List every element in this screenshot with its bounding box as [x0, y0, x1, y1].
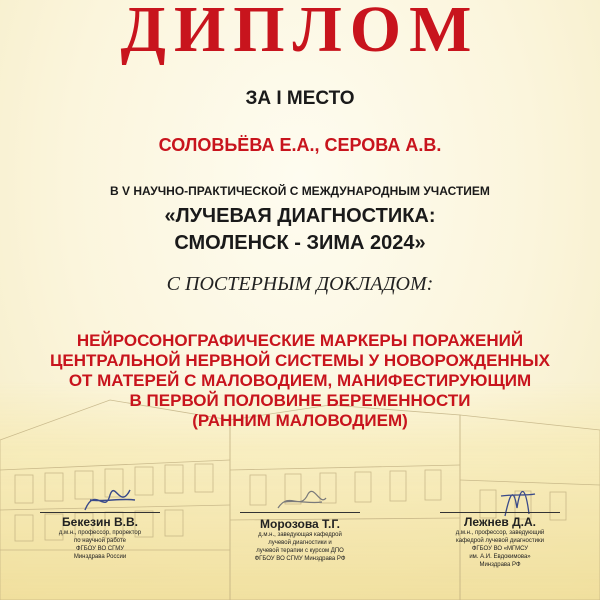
report-title-line: (РАННИМ МАЛОВОДИЕМ) — [192, 411, 408, 430]
signatory-name: Морозова Т.Г. — [260, 517, 340, 531]
signatory-position: Минздрава России — [73, 554, 127, 560]
report-title-line: В ПЕРВОЙ ПОЛОВИНЕ БЕРЕМЕННОСТИ — [129, 391, 471, 410]
conference-name-line: СМОЛЕНСК - ЗИМА 2024» — [174, 232, 426, 254]
signatory-position: д.м.н., заведующая кафедрой — [258, 532, 342, 538]
signatory-position: кафедрой лучевой диагностики — [456, 538, 544, 544]
diploma-title: ДИПЛОМ — [120, 0, 480, 66]
signatory-position: ФГБОУ ВО СГМУ — [75, 546, 125, 552]
signatory-name: Лежнев Д.А. — [464, 515, 536, 529]
signature-scribble-icon — [495, 478, 540, 520]
authors: СОЛОВЬЁВА Е.А., СЕРОВА А.В. — [158, 135, 442, 155]
signatory-position: лучевой терапии с курсом ДПО — [256, 548, 344, 554]
signature-line — [40, 512, 160, 513]
report-title-line: ЦЕНТРАЛЬНОЙ НЕРВНОЙ СИСТЕМЫ У НОВОРОЖДЕННЫХ — [50, 351, 550, 370]
signatory-name: Бекезин В.В. — [62, 515, 138, 529]
signatory-position: Минздрава РФ — [479, 562, 521, 568]
award-place: ЗА I МЕСТО — [245, 88, 355, 109]
signature-line — [440, 512, 560, 513]
conference-name-line: «ЛУЧЕВАЯ ДИАГНОСТИКА: — [164, 205, 436, 227]
conference-name — [0, 203, 600, 257]
signatory-position: д.м.н., профессор, заведующий — [455, 530, 545, 536]
signature-scribble-icon — [270, 480, 330, 520]
signatory-bekezin — [30, 515, 170, 561]
report-title-line: НЕЙРОСОНОГРАФИЧЕСКИЕ МАРКЕРЫ ПОРАЖЕНИЙ — [76, 331, 524, 350]
conference-intro: В V НАУЧНО-ПРАКТИЧЕСКОЙ С МЕЖДУНАРОДНЫМ УЧАСТИЕМ — [110, 184, 490, 198]
signatory-position: лучевой диагностики и — [268, 540, 332, 546]
report-title — [0, 331, 600, 431]
signatory-position: по научной работе — [74, 538, 126, 544]
poster-label: С ПОСТЕРНЫМ ДОКЛАДОМ: — [166, 273, 434, 295]
signatory-position: ФГБОУ ВО «МГМСУ — [471, 546, 529, 552]
signatory-position: д.м.н., профессор, проректор — [58, 530, 142, 536]
signature-scribble-icon — [80, 480, 140, 520]
signatory-position: им. А.И. Евдокимова» — [469, 554, 531, 560]
signature-line — [240, 512, 360, 513]
signatory-lezhnev — [430, 515, 570, 569]
signatory-position: ФГБОУ ВО СГМУ Минздрава РФ — [254, 556, 346, 562]
signatory-morozova — [230, 517, 370, 563]
report-title-line: ОТ МАТЕРЕЙ С МАЛОВОДИЕМ, МАНИФЕСТИРУЮЩИМ — [68, 371, 532, 390]
